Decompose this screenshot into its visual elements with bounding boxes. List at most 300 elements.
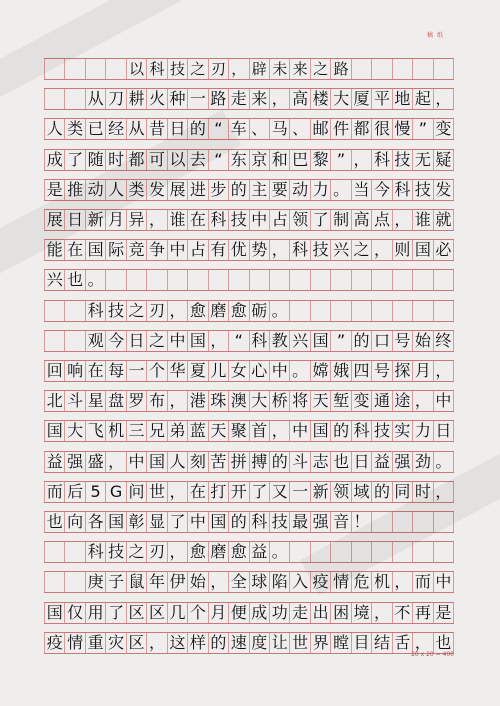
grid-cell: 马	[269, 119, 289, 139]
grid-cell: 问	[126, 482, 146, 502]
grid-cell: 探	[392, 361, 412, 381]
grid-row	[44, 390, 454, 412]
grid-cell: 就	[433, 210, 454, 230]
grid-cell	[105, 270, 125, 290]
grid-cell: 国	[105, 512, 125, 532]
grid-cell: 实	[392, 421, 412, 441]
grid-cell: 观	[85, 331, 105, 351]
grid-cell: 兴	[330, 240, 350, 260]
grid-cell: ，	[167, 542, 187, 562]
grid-cell: 儿	[208, 361, 228, 381]
grid-cell: 每	[105, 361, 125, 381]
grid-cell: ，	[392, 572, 412, 592]
grid-cell: 今	[371, 180, 391, 200]
grid-cell: 瞠	[330, 633, 350, 653]
grid-cell: 搏	[249, 452, 269, 472]
grid-cell: 弟	[167, 421, 187, 441]
grid-cell: 再	[412, 603, 432, 623]
grid-cell: 响	[64, 361, 84, 381]
grid-cell: 天	[208, 421, 228, 441]
grid-cell	[249, 270, 269, 290]
grid-cell: 中	[433, 391, 454, 411]
grid-cell: 际	[105, 240, 125, 260]
grid-cell: ！	[351, 512, 371, 532]
grid-cell: 则	[392, 240, 412, 260]
grid-cell	[269, 270, 289, 290]
grid-cell: ，	[269, 421, 289, 441]
grid-cell: 始	[187, 572, 207, 592]
grid-size-label: 20 x 20 = 400	[411, 651, 454, 658]
grid-cell: 罗	[126, 391, 146, 411]
grid-cell: 异	[126, 210, 146, 230]
grid-cell	[310, 542, 330, 562]
grid-cell: 情	[64, 633, 84, 653]
grid-cell: 首	[249, 421, 269, 441]
grid-cell: 在	[85, 361, 105, 381]
grid-cell	[330, 542, 350, 562]
grid-cell: 国	[146, 452, 166, 472]
grid-cell: 中	[289, 421, 309, 441]
grid-cell	[433, 301, 454, 321]
grid-cell: 结	[371, 633, 391, 653]
grid-cell: 危	[351, 572, 371, 592]
grid-cell: 走	[289, 603, 309, 623]
grid-cell: 之	[126, 301, 146, 321]
grid-cell: 。	[433, 452, 454, 472]
grid-row	[44, 239, 454, 261]
grid-cell: ，	[433, 361, 454, 381]
grid-cell: 了	[167, 512, 187, 532]
grid-cell	[433, 542, 454, 562]
grid-cell: 终	[433, 331, 454, 351]
grid-cell: 便	[228, 603, 248, 623]
grid-cell: 全	[228, 572, 248, 592]
grid-cell: 火	[146, 89, 166, 109]
grid-cell: 动	[289, 180, 309, 200]
grid-cell: 国	[412, 240, 432, 260]
grid-cell: 动	[85, 180, 105, 200]
grid-cell: 时	[412, 482, 432, 502]
grid-cell: 大	[249, 391, 269, 411]
grid-cell: 主	[249, 180, 269, 200]
grid-cell: ，	[228, 59, 248, 79]
grid-cell	[412, 512, 432, 532]
grid-cell: 起	[412, 89, 432, 109]
grid-cell: 高	[289, 89, 309, 109]
grid-cell: 必	[433, 240, 454, 260]
grid-cell: 的	[269, 452, 289, 472]
grid-cell: 种	[167, 89, 187, 109]
grid-cell: 疑	[433, 150, 454, 170]
grid-cell	[351, 59, 371, 79]
grid-cell: 磨	[208, 542, 228, 562]
grid-cell	[310, 301, 330, 321]
grid-cell: ，	[392, 210, 412, 230]
grid-cell: ，	[146, 210, 166, 230]
grid-cell: 港	[187, 391, 207, 411]
grid-cell: 了	[105, 603, 125, 623]
grid-cell	[105, 59, 125, 79]
grid-cell: 可	[146, 150, 166, 170]
grid-cell	[126, 270, 146, 290]
grid-cell: 益	[44, 452, 64, 472]
grid-cell: 5	[85, 482, 105, 502]
grid-cell: 大	[64, 421, 84, 441]
grid-cell: 速	[228, 633, 248, 653]
grid-cell	[433, 59, 454, 79]
grid-cell: ，	[412, 633, 432, 653]
grid-cell: 盘	[105, 391, 125, 411]
grid-cell: 愈	[187, 301, 207, 321]
grid-cell	[289, 301, 309, 321]
grid-cell: 境	[351, 603, 371, 623]
grid-cell: 发	[433, 180, 454, 200]
grid-cell	[64, 572, 84, 592]
grid-cell: 。	[269, 542, 289, 562]
grid-cell: 昔	[146, 119, 166, 139]
grid-cell: 路	[208, 89, 228, 109]
grid-cell: 志	[310, 452, 330, 472]
grid-cell: 人	[105, 180, 125, 200]
grid-cell	[228, 270, 248, 290]
grid-cell	[289, 542, 309, 562]
grid-cell: 辟	[249, 59, 269, 79]
grid-cell: 最	[289, 512, 309, 532]
grid-cell: 口	[371, 331, 391, 351]
grid-cell: 娥	[330, 361, 350, 381]
grid-cell: 有	[208, 240, 228, 260]
grid-cell: 飞	[85, 421, 105, 441]
grid-cell: 回	[44, 361, 64, 381]
grid-cell: 机	[105, 421, 125, 441]
grid-cell: 一	[126, 361, 146, 381]
grid-cell: 中	[187, 512, 207, 532]
grid-cell: 车	[228, 119, 248, 139]
grid-cell: 科	[85, 301, 105, 321]
grid-cell: 。	[330, 180, 350, 200]
grid-cell: 刀	[105, 89, 125, 109]
grid-cell	[330, 301, 350, 321]
grid-cell: 以	[167, 150, 187, 170]
grid-cell	[64, 89, 84, 109]
grid-cell: 要	[269, 180, 289, 200]
grid-cell: 天	[310, 391, 330, 411]
grid-cell: 重	[85, 633, 105, 653]
grid-cell: 个	[187, 603, 207, 623]
grid-cell: 和	[269, 150, 289, 170]
grid-cell: 技	[105, 301, 125, 321]
grid-cell: 以	[126, 59, 146, 79]
grid-cell	[351, 542, 371, 562]
grid-cell: 伊	[167, 572, 187, 592]
grid-row	[44, 209, 454, 231]
grid-cell: 心	[249, 361, 269, 381]
grid-row	[44, 481, 454, 503]
grid-cell: 各	[85, 512, 105, 532]
sheet-header-label: 稿 纸	[427, 32, 444, 39]
grid-cell: ，	[371, 240, 391, 260]
grid-cell	[412, 270, 432, 290]
grid-cell: 路	[330, 59, 350, 79]
grid-row	[44, 88, 454, 110]
grid-cell: 也	[433, 633, 454, 653]
grid-cell: 厦	[351, 89, 371, 109]
grid-cell: 了	[249, 482, 269, 502]
grid-cell: 技	[310, 240, 330, 260]
grid-cell: 愈	[228, 301, 248, 321]
grid-cell: ，	[146, 633, 166, 653]
grid-cell: 之	[351, 240, 371, 260]
grid-row	[44, 269, 454, 291]
grid-cell: 是	[44, 180, 64, 200]
grid-cell: 了	[310, 210, 330, 230]
grid-cell: 珠	[208, 391, 228, 411]
grid-cell: 刻	[187, 452, 207, 472]
grid-cell	[392, 301, 412, 321]
grid-cell: 目	[351, 633, 371, 653]
grid-cell: 情	[330, 572, 350, 592]
grid-cell: 开	[228, 482, 248, 502]
grid-cell: “	[208, 150, 228, 170]
grid-cell: 件	[330, 119, 350, 139]
grid-cell	[392, 270, 412, 290]
grid-cell: 区	[126, 633, 146, 653]
grid-cell: 华	[167, 361, 187, 381]
grid-cell: 疫	[310, 572, 330, 592]
grid-cell: 彰	[126, 512, 146, 532]
grid-cell: 中	[167, 331, 187, 351]
grid-cell: 都	[351, 119, 371, 139]
grid-cell: 当	[351, 180, 371, 200]
grid-cell: 这	[167, 633, 187, 653]
grid-cell: 的	[228, 512, 248, 532]
grid-cell: 界	[310, 633, 330, 653]
grid-cell: 都	[126, 150, 146, 170]
grid-cell: 、	[249, 119, 269, 139]
grid-cell: 舌	[392, 633, 412, 653]
grid-cell: 大	[330, 89, 350, 109]
grid-cell: 将	[289, 391, 309, 411]
grid-cell: 灾	[105, 633, 125, 653]
grid-cell: 聚	[228, 421, 248, 441]
grid-cell	[433, 512, 454, 532]
grid-cell	[44, 301, 64, 321]
grid-row	[44, 149, 454, 171]
grid-cell: 今	[105, 331, 125, 351]
grid-cell: 占	[187, 240, 207, 260]
grid-cell	[187, 270, 207, 290]
grid-cell	[167, 270, 187, 290]
grid-cell: 国	[44, 421, 64, 441]
grid-cell: 出	[310, 603, 330, 623]
grid-cell: 、	[289, 119, 309, 139]
grid-cell: 日	[433, 421, 454, 441]
grid-cell: G	[105, 482, 125, 502]
grid-cell: 用	[85, 603, 105, 623]
grid-row	[44, 602, 454, 624]
grid-cell: 陷	[269, 572, 289, 592]
grid-cell: 科	[351, 421, 371, 441]
grid-cell: 愈	[187, 542, 207, 562]
grid-cell	[412, 59, 432, 79]
grid-cell	[289, 270, 309, 290]
grid-cell: 日	[351, 452, 371, 472]
grid-cell: 竞	[126, 240, 146, 260]
grid-cell: 砺	[249, 301, 269, 321]
grid-cell: 国	[310, 331, 330, 351]
grid-cell: 耕	[126, 89, 146, 109]
grid-cell: 能	[44, 240, 64, 260]
grid-cell: 发	[146, 180, 166, 200]
grid-cell: 是	[433, 603, 454, 623]
grid-cell: 东	[228, 150, 248, 170]
grid-cell: 来	[249, 89, 269, 109]
grid-cell: 磨	[208, 301, 228, 321]
grid-cell: 号	[371, 361, 391, 381]
grid-cell: 日	[167, 119, 187, 139]
grid-cell: 也	[330, 452, 350, 472]
grid-cell: “	[208, 119, 228, 139]
grid-cell: ”	[412, 119, 432, 139]
grid-cell: 年	[146, 572, 166, 592]
grid-cell: 的	[351, 331, 371, 351]
grid-cell: 。	[85, 270, 105, 290]
grid-cell: 教	[269, 331, 289, 351]
grid-cell	[412, 301, 432, 321]
grid-cell	[64, 301, 84, 321]
grid-cell: 科	[392, 180, 412, 200]
grid-cell: 技	[412, 180, 432, 200]
grid-cell: 女	[228, 361, 248, 381]
grid-cell: 在	[64, 240, 84, 260]
grid-cell	[392, 59, 412, 79]
grid-cell: 斗	[289, 452, 309, 472]
grid-cell: 平	[371, 89, 391, 109]
grid-cell: 技	[269, 512, 289, 532]
grid-cell: 又	[269, 482, 289, 502]
grid-cell: 邮	[310, 119, 330, 139]
grid-cell: 一	[289, 482, 309, 502]
grid-cell: 技	[105, 542, 125, 562]
grid-cell: 兴	[289, 331, 309, 351]
grid-cell: ，	[371, 603, 391, 623]
grid-cell: 球	[249, 572, 269, 592]
grid-cell: 日	[64, 210, 84, 230]
grid-cell: 技	[392, 150, 412, 170]
grid-cell: 号	[392, 331, 412, 351]
grid-cell: 科	[289, 240, 309, 260]
grid-cell: 始	[412, 331, 432, 351]
grid-cell: 走	[228, 89, 248, 109]
grid-cell	[64, 331, 84, 351]
grid-cell: 北	[44, 391, 64, 411]
grid-cell: 一	[187, 89, 207, 109]
grid-cell: 同	[392, 482, 412, 502]
grid-cell: ，	[167, 301, 187, 321]
grid-cell: 拼	[228, 452, 248, 472]
grid-cell: 之	[146, 331, 166, 351]
grid-cell: 让	[269, 633, 289, 653]
grid-cell: 澳	[228, 391, 248, 411]
grid-cell: 类	[126, 180, 146, 200]
grid-cell: 类	[64, 119, 84, 139]
grid-cell	[351, 270, 371, 290]
grid-cell	[44, 89, 64, 109]
grid-cell: 益	[371, 452, 391, 472]
grid-row	[44, 300, 454, 322]
grid-cell	[44, 331, 64, 351]
grid-cell	[44, 542, 64, 562]
grid-cell: 地	[392, 89, 412, 109]
grid-cell: 而	[412, 572, 432, 592]
grid-cell: 谁	[412, 210, 432, 230]
grid-cell: 盛	[85, 452, 105, 472]
grid-cell: ”	[330, 331, 350, 351]
grid-cell: 展	[167, 180, 187, 200]
grid-cell: 了	[64, 150, 84, 170]
grid-cell: 世	[289, 633, 309, 653]
grid-row	[44, 360, 454, 382]
grid-cell: 嫦	[310, 361, 330, 381]
grid-cell: 途	[392, 391, 412, 411]
grid-cell: 显	[146, 512, 166, 532]
grid-cell: 刃	[146, 301, 166, 321]
grid-cell: 从	[126, 119, 146, 139]
grid-cell: 未	[269, 59, 289, 79]
grid-cell: 国	[187, 331, 207, 351]
grid-cell: 而	[44, 482, 64, 502]
grid-cell: 的	[208, 633, 228, 653]
grid-cell: 区	[126, 603, 146, 623]
grid-cell	[85, 59, 105, 79]
grid-cell: 争	[146, 240, 166, 260]
grid-cell: 世	[146, 482, 166, 502]
grid-row	[44, 541, 454, 563]
grid-cell	[64, 59, 84, 79]
grid-cell: 三	[126, 421, 146, 441]
grid-cell: 愈	[228, 542, 248, 562]
grid-cell: 仅	[64, 603, 84, 623]
grid-cell	[310, 270, 330, 290]
grid-cell: 打	[208, 482, 228, 502]
grid-cell: ，	[433, 482, 454, 502]
grid-cell: 领	[289, 210, 309, 230]
grid-cell: 之	[310, 59, 330, 79]
grid-cell: 成	[44, 150, 64, 170]
grid-cell	[44, 572, 64, 592]
grid-cell	[392, 512, 412, 532]
grid-cell	[371, 59, 391, 79]
grid-cell: 很	[371, 119, 391, 139]
grid-cell: 国	[85, 240, 105, 260]
grid-cell: ”	[330, 150, 350, 170]
grid-cell: 向	[64, 512, 84, 532]
grid-cell: 域	[351, 482, 371, 502]
grid-cell	[371, 542, 391, 562]
grid-cell: 之	[187, 59, 207, 79]
grid-cell: 来	[289, 59, 309, 79]
grid-cell: 变	[433, 119, 454, 139]
grid-cell: 技	[167, 59, 187, 79]
grid-cell: ，	[433, 89, 454, 109]
grid-cell: 月	[105, 210, 125, 230]
grid-cell: 疫	[44, 633, 64, 653]
grid-cell: 在	[187, 482, 207, 502]
grid-cell	[371, 512, 391, 532]
grid-cell: 占	[269, 210, 289, 230]
grid-cell: ，	[208, 331, 228, 351]
grid-cell: 的	[228, 180, 248, 200]
